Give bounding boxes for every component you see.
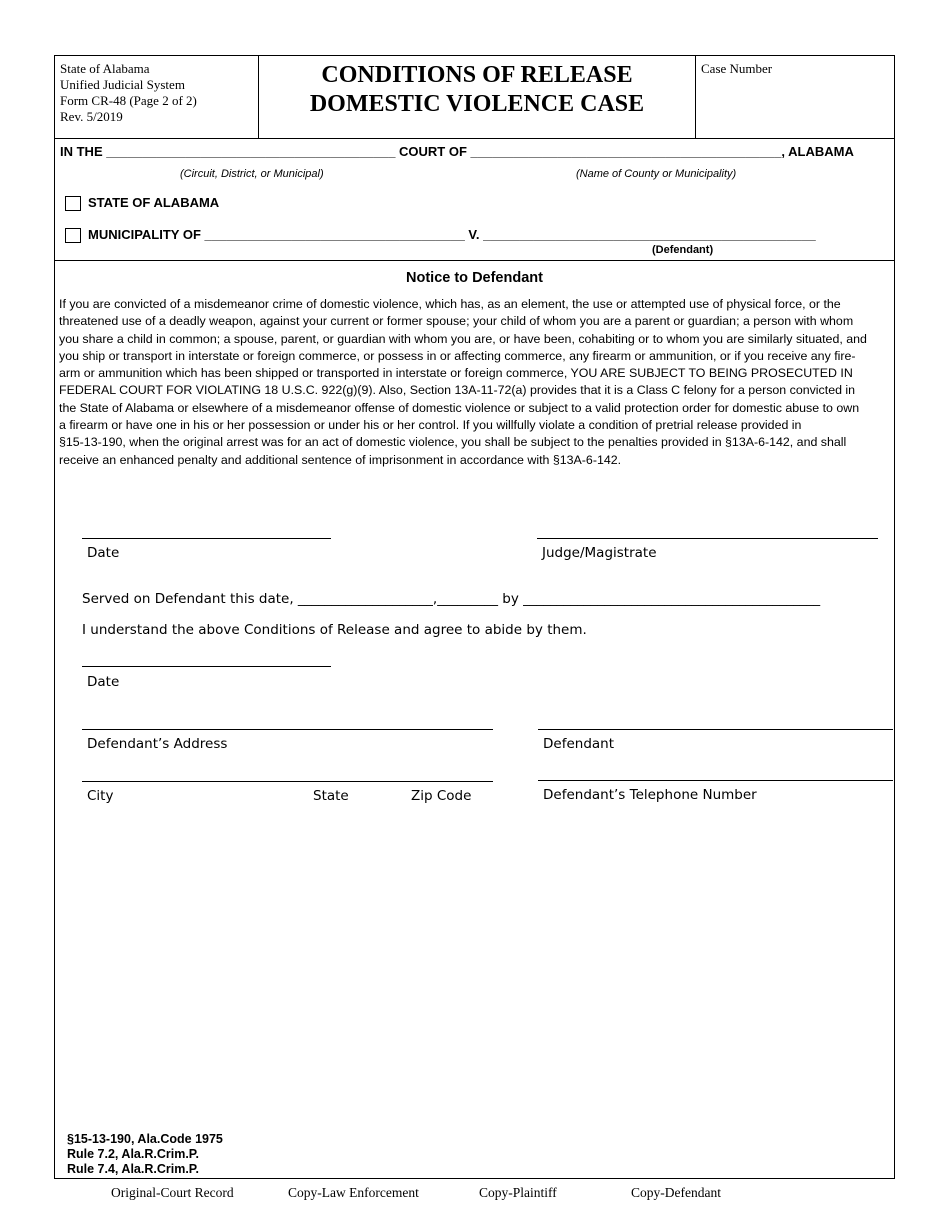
judge-label: Judge/Magistrate bbox=[542, 545, 657, 561]
state-field-label: State bbox=[313, 788, 349, 804]
case-number-label: Case Number bbox=[701, 61, 773, 76]
form-title bbox=[259, 55, 695, 139]
city-state-zip-line[interactable] bbox=[82, 781, 493, 782]
notice-line: §15-13-190, when the original arrest was for an act of domestic violence, you shall be subject to the penalties provided in §13A-6-142, and shall bbox=[59, 435, 847, 450]
notice-heading: Notice to Defendant bbox=[406, 270, 543, 286]
citation: Rule 7.4, Ala.R.Crim.P. bbox=[67, 1162, 199, 1176]
case-number-field[interactable] bbox=[695, 55, 895, 139]
notice-line: the State of Alabama or elsewhere of a misdemeanor offense of domestic violence or subject to a valid protection order for domestic abuse to own bbox=[59, 400, 860, 415]
defendant-date-label: Date bbox=[87, 674, 120, 690]
notice-line: FEDERAL COURT FOR VIOLATING 18 U.S.C. 922(g)(9). Also, Section 13A-11-72(a) provides that it is a Class C felony for a person convicted in bbox=[59, 383, 856, 398]
copy-plaintiff: Copy-Plaintiff bbox=[479, 1185, 557, 1200]
court-divider bbox=[54, 260, 895, 261]
header-divider bbox=[54, 138, 895, 139]
defendant-signature-line[interactable] bbox=[538, 729, 893, 730]
understand-statement: I understand the above Conditions of Release and agree to abide by them. bbox=[82, 622, 587, 638]
form-number: Form CR-48 (Page 2 of 2) bbox=[60, 93, 197, 108]
judge-signature-line[interactable] bbox=[537, 538, 878, 539]
city-label: City bbox=[87, 788, 114, 804]
municipality-checkbox[interactable] bbox=[65, 228, 81, 243]
defendant-hint: (Defendant) bbox=[652, 244, 714, 256]
notice-line: threatened use of a deadly weapon, against your current or former spouse; your child of whom you are a parent or guardian; a person with whom bbox=[59, 314, 854, 329]
notice-line: you ship or transport in interstate or foreign commerce, or possess in or affecting commerce, any firearm or ammunition, or if you receive any fire- bbox=[59, 348, 856, 363]
defendant-date-line[interactable] bbox=[82, 666, 331, 667]
revision-date: Rev. 5/2019 bbox=[60, 109, 123, 124]
title-line-1: CONDITIONS OF RELEASE bbox=[321, 62, 633, 88]
agency-line: Unified Judicial System bbox=[60, 77, 185, 92]
title-line-2: DOMESTIC VIOLENCE CASE bbox=[309, 91, 645, 117]
notice-line: you share a child in common; a spouse, parent, or guardian with whom you are, or have been, cohabiting or to whom you are similarly situated, and bbox=[59, 331, 867, 346]
municipality-line[interactable]: MUNICIPALITY OF ____________________________________ V. ______________________________________________ bbox=[88, 227, 816, 242]
citation: §15-13-190, Ala.Code 1975 bbox=[67, 1132, 223, 1146]
telephone-line[interactable] bbox=[538, 780, 893, 781]
notice-line: If you are convicted of a misdemeanor crime of domestic violence, which has, as an element, the use or attempted use of physical force, or the bbox=[59, 297, 841, 311]
telephone-label: Defendant’s Telephone Number bbox=[543, 787, 757, 803]
zip-label: Zip Code bbox=[411, 788, 472, 804]
defendant-label: Defendant bbox=[543, 736, 615, 752]
state-label: STATE OF ALABAMA bbox=[88, 195, 220, 210]
notice-line: receive an enhanced penalty and additional sentence of imprisonment in accordance with §13A-6-142. bbox=[59, 452, 622, 467]
notice-paragraph bbox=[59, 296, 867, 469]
copy-defendant: Copy-Defendant bbox=[631, 1185, 721, 1200]
court-type-hint: (Circuit, District, or Municipal) bbox=[180, 168, 324, 180]
state-checkbox[interactable] bbox=[65, 196, 81, 211]
rule-citations bbox=[67, 1132, 223, 1177]
address-line[interactable] bbox=[82, 729, 493, 730]
agency-block bbox=[54, 55, 259, 139]
agency-line: State of Alabama bbox=[60, 61, 150, 76]
copy-original: Original-Court Record bbox=[111, 1185, 234, 1200]
county-hint: (Name of County or Municipality) bbox=[576, 168, 737, 180]
judge-date-label: Date bbox=[87, 545, 120, 561]
court-line[interactable]: IN THE ________________________________________ COURT OF ___________________________________________, ALABAMA bbox=[60, 144, 854, 159]
notice-line: arm or ammunition which has been shipped or transported in interstate or foreign commerce, YOU ARE SUBJECT TO BEING PROSECUTED IN bbox=[59, 366, 853, 381]
notice-line: a firearm or have one in his or her possession or under his or her control. If you willfully violate a condition of pretrial release provided in bbox=[59, 418, 802, 433]
form-frame bbox=[54, 55, 895, 1179]
judge-date-line[interactable] bbox=[82, 538, 331, 539]
citation: Rule 7.2, Ala.R.Crim.P. bbox=[67, 1147, 199, 1161]
served-line[interactable]: Served on Defendant this date, ____________________,_________ by ____________________________________________ bbox=[82, 591, 821, 607]
address-label: Defendant’s Address bbox=[87, 736, 228, 752]
copy-law-enforcement: Copy-Law Enforcement bbox=[288, 1185, 419, 1200]
